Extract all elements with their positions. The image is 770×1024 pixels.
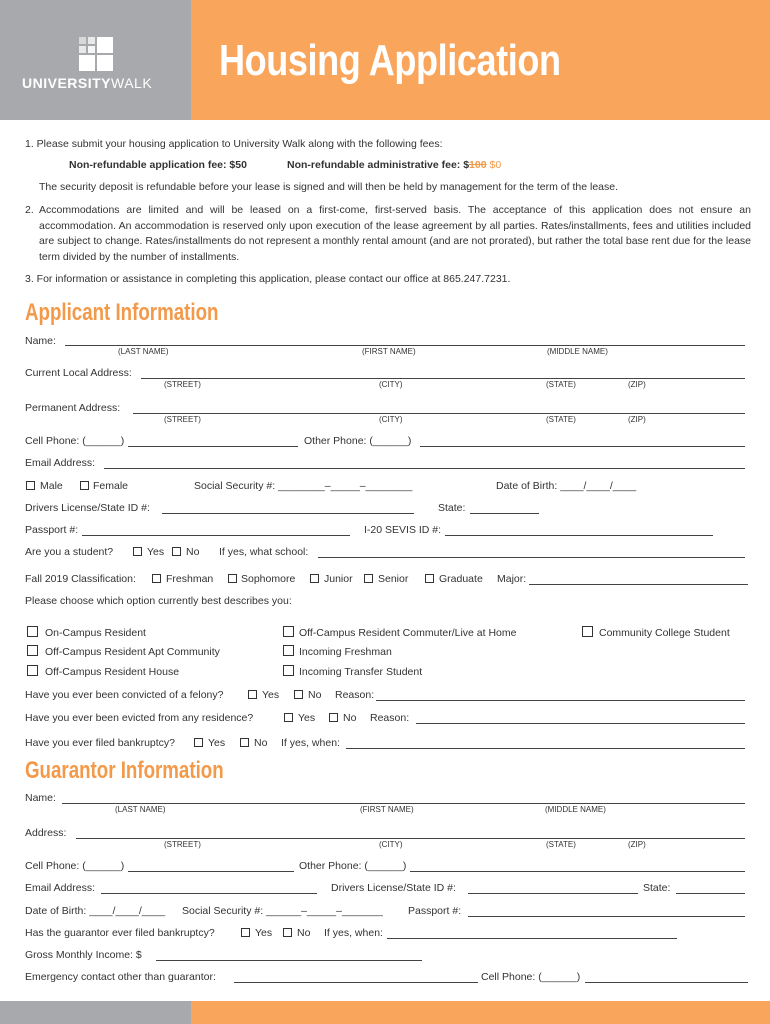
off-campus-apt-label: Off-Campus Resident Apt Community bbox=[45, 646, 220, 658]
other-phone-label: Other Phone: (______) bbox=[304, 435, 412, 447]
guarantor-dob-field[interactable]: Date of Birth: ____/____/____ bbox=[25, 905, 166, 917]
state-caption: (STATE) bbox=[546, 380, 576, 389]
logo-wordmark: UNIVERSITYWALK bbox=[22, 75, 153, 91]
guarantor-cell-phone-label: Cell Phone: (______) bbox=[25, 860, 125, 872]
permanent-address-field[interactable] bbox=[133, 413, 745, 414]
guarantor-when-label: If yes, when: bbox=[324, 927, 383, 939]
last-name-caption: (LAST NAME) bbox=[115, 805, 166, 814]
other-phone-field[interactable] bbox=[420, 446, 745, 447]
guarantor-license-label: Drivers License/State ID #: bbox=[331, 882, 456, 894]
ssn-field[interactable]: Social Security #: ________–_____–________ bbox=[194, 480, 413, 492]
intro-item-2: Accommodations are limited and will be leased on a first-come, first-served basis. The acceptance of this application does not ensure an accommodation. An accommodation is reserved only upon execution of the lease agreement by all parties. Rates/installments, fees and utilities included are subject to change. Rates/installments do not represent a monthly rental amount (and are not prorated), but rather the total base rent due for the lease term divided by the number of installments. bbox=[39, 204, 751, 263]
passport-label: Passport #: bbox=[25, 524, 79, 536]
email-label: Email Address: bbox=[25, 457, 96, 469]
email-field[interactable] bbox=[104, 468, 745, 469]
incoming-transfer-checkbox[interactable] bbox=[283, 665, 294, 676]
middle-name-caption: (MIDDLE NAME) bbox=[547, 347, 608, 356]
no-label: No bbox=[297, 927, 311, 939]
zip-caption: (ZIP) bbox=[628, 415, 646, 424]
street-caption: (STREET) bbox=[164, 415, 201, 424]
off-campus-house-label: Off-Campus Resident House bbox=[45, 666, 180, 678]
bankrupt-yes-checkbox[interactable] bbox=[194, 738, 203, 747]
last-name-caption: (LAST NAME) bbox=[118, 347, 169, 356]
major-field[interactable] bbox=[529, 584, 748, 585]
sophomore-label: Sophomore bbox=[241, 573, 296, 585]
footer-gray-bar bbox=[0, 1001, 191, 1024]
guarantor-name-label: Name: bbox=[25, 792, 56, 804]
zip-caption: (ZIP) bbox=[628, 380, 646, 389]
applicant-name-label: Name: bbox=[25, 335, 56, 347]
incoming-transfer-label: Incoming Transfer Student bbox=[299, 666, 423, 678]
no-label: No bbox=[343, 712, 357, 724]
intro-item-2-number: 2. bbox=[25, 204, 34, 216]
guarantor-bankrupt-yes-checkbox[interactable] bbox=[241, 928, 250, 937]
bankrupt-no-checkbox[interactable] bbox=[240, 738, 249, 747]
guarantor-license-field[interactable] bbox=[468, 893, 638, 894]
passport-field[interactable] bbox=[82, 535, 350, 536]
university-walk-logo-icon bbox=[79, 37, 113, 71]
commuter-checkbox[interactable] bbox=[283, 626, 294, 637]
freshman-label: Freshman bbox=[166, 573, 214, 585]
evicted-reason-label: Reason: bbox=[370, 712, 410, 724]
page-title: Housing Application bbox=[219, 36, 561, 85]
guarantor-when-field[interactable] bbox=[387, 938, 677, 939]
guarantor-other-phone-field[interactable] bbox=[410, 871, 745, 872]
bankrupt-question: Have you ever filed bankruptcy? bbox=[25, 737, 175, 749]
permanent-address-label: Permanent Address: bbox=[25, 402, 121, 414]
female-checkbox[interactable] bbox=[80, 481, 89, 490]
off-campus-apt-checkbox[interactable] bbox=[27, 645, 38, 656]
state-field[interactable] bbox=[470, 513, 539, 514]
community-college-label: Community College Student bbox=[599, 627, 730, 639]
city-caption: (CITY) bbox=[379, 415, 403, 424]
gross-income-label: Gross Monthly Income: $ bbox=[25, 949, 142, 961]
male-label: Male bbox=[40, 480, 63, 492]
yes-label: Yes bbox=[262, 689, 280, 701]
junior-label: Junior bbox=[324, 573, 353, 585]
cell-phone-field[interactable] bbox=[128, 446, 298, 447]
major-label: Major: bbox=[497, 573, 527, 585]
student-no-checkbox[interactable] bbox=[172, 547, 181, 556]
guarantor-email-label: Email Address: bbox=[25, 882, 96, 894]
guarantor-ssn-field[interactable]: Social Security #: ______–_____–_______ bbox=[182, 905, 383, 917]
felony-reason-label: Reason: bbox=[335, 689, 375, 701]
zip-caption: (ZIP) bbox=[628, 840, 646, 849]
first-name-caption: (FIRST NAME) bbox=[362, 347, 416, 356]
fee-admin-new: $0 bbox=[489, 159, 502, 171]
school-label: If yes, what school: bbox=[219, 546, 309, 558]
commuter-label: Off-Campus Resident Commuter/Live at Home bbox=[299, 627, 517, 639]
license-label: Drivers License/State ID #: bbox=[25, 502, 150, 514]
male-checkbox[interactable] bbox=[26, 481, 35, 490]
emergency-phone-label: Cell Phone: (______) bbox=[481, 971, 581, 983]
guarantor-cell-phone-field[interactable] bbox=[128, 871, 294, 872]
city-caption: (CITY) bbox=[379, 380, 403, 389]
no-label: No bbox=[254, 737, 268, 749]
evicted-no-checkbox[interactable] bbox=[329, 713, 338, 722]
bankrupt-when-field[interactable] bbox=[346, 748, 745, 749]
middle-name-caption: (MIDDLE NAME) bbox=[545, 805, 606, 814]
senior-checkbox[interactable] bbox=[364, 574, 373, 583]
local-address-field[interactable] bbox=[141, 378, 745, 379]
intro-item-1: 1. Please submit your housing application to University Walk along with the following fees: bbox=[25, 138, 443, 150]
guarantor-passport-field[interactable] bbox=[468, 916, 745, 917]
applicant-name-field[interactable] bbox=[65, 345, 745, 346]
no-label: No bbox=[308, 689, 322, 701]
guarantor-address-field[interactable] bbox=[76, 838, 745, 839]
graduate-label: Graduate bbox=[439, 573, 483, 585]
school-field[interactable] bbox=[318, 557, 745, 558]
junior-checkbox[interactable] bbox=[310, 574, 319, 583]
street-caption: (STREET) bbox=[164, 380, 201, 389]
female-label: Female bbox=[93, 480, 129, 492]
fee-application: Non-refundable application fee: $50 bbox=[69, 159, 247, 171]
fee-administrative: Non-refundable administrative fee: $100 $0 bbox=[287, 159, 502, 171]
felony-no-checkbox[interactable] bbox=[294, 690, 303, 699]
community-college-checkbox[interactable] bbox=[582, 626, 593, 637]
guarantor-passport-label: Passport #: bbox=[408, 905, 462, 917]
guarantor-bankrupt-question: Has the guarantor ever filed bankruptcy? bbox=[25, 927, 215, 939]
state-label: State: bbox=[438, 502, 466, 514]
dob-field[interactable]: Date of Birth: ____/____/____ bbox=[496, 480, 637, 492]
emergency-contact-label: Emergency contact other than guarantor: bbox=[25, 971, 216, 983]
describe-question: Please choose which option currently best describes you: bbox=[25, 595, 292, 607]
guarantor-name-field[interactable] bbox=[62, 803, 745, 804]
sophomore-checkbox[interactable] bbox=[228, 574, 237, 583]
felony-question: Have you ever been convicted of a felony? bbox=[25, 689, 224, 701]
guarantor-email-field[interactable] bbox=[101, 893, 317, 894]
emergency-contact-field[interactable] bbox=[234, 982, 478, 983]
local-address-label: Current Local Address: bbox=[25, 367, 132, 379]
fee-admin-old: 100 bbox=[469, 159, 487, 171]
guarantor-address-label: Address: bbox=[25, 827, 67, 839]
student-yes-checkbox[interactable] bbox=[133, 547, 142, 556]
freshman-checkbox[interactable] bbox=[152, 574, 161, 583]
emergency-phone-field[interactable] bbox=[585, 982, 748, 983]
license-field[interactable] bbox=[162, 513, 414, 514]
on-campus-label: On-Campus Resident bbox=[45, 627, 146, 639]
yes-label: Yes bbox=[255, 927, 273, 939]
senior-label: Senior bbox=[378, 573, 409, 585]
felony-reason-field[interactable] bbox=[376, 700, 745, 701]
yes-label: Yes bbox=[208, 737, 226, 749]
on-campus-checkbox[interactable] bbox=[27, 626, 38, 637]
graduate-checkbox[interactable] bbox=[425, 574, 434, 583]
footer-orange-bar bbox=[191, 1001, 770, 1024]
evicted-question: Have you ever been evicted from any residence? bbox=[25, 712, 254, 724]
yes-label: Yes bbox=[298, 712, 316, 724]
guarantor-state-label: State: bbox=[643, 882, 671, 894]
incoming-freshman-checkbox[interactable] bbox=[283, 645, 294, 656]
evicted-reason-field[interactable] bbox=[416, 723, 745, 724]
city-caption: (CITY) bbox=[379, 840, 403, 849]
evicted-yes-checkbox[interactable] bbox=[284, 713, 293, 722]
incoming-freshman-label: Incoming Freshman bbox=[299, 646, 392, 658]
sevis-field[interactable] bbox=[445, 535, 713, 536]
no-label: No bbox=[186, 546, 200, 558]
state-caption: (STATE) bbox=[546, 415, 576, 424]
guarantor-bankrupt-no-checkbox[interactable] bbox=[283, 928, 292, 937]
street-caption: (STREET) bbox=[164, 840, 201, 849]
guarantor-heading: Guarantor Information bbox=[25, 757, 224, 784]
bankrupt-when-label: If yes, when: bbox=[281, 737, 340, 749]
classification-label: Fall 2019 Classification: bbox=[25, 573, 136, 585]
guarantor-state-field[interactable] bbox=[676, 893, 745, 894]
cell-phone-label: Cell Phone: (______) bbox=[25, 435, 125, 447]
guarantor-other-phone-label: Other Phone: (______) bbox=[299, 860, 407, 872]
student-question: Are you a student? bbox=[25, 546, 114, 558]
yes-label: Yes bbox=[147, 546, 165, 558]
sevis-label: I-20 SEVIS ID #: bbox=[364, 524, 442, 536]
off-campus-house-checkbox[interactable] bbox=[27, 665, 38, 676]
gross-income-field[interactable] bbox=[156, 960, 422, 961]
intro-item-3: 3. For information or assistance in completing this application, please contact our office at 865.247.7231. bbox=[25, 273, 511, 285]
first-name-caption: (FIRST NAME) bbox=[360, 805, 414, 814]
security-deposit-note: The security deposit is refundable before your lease is signed and will then be held by management for the term of the lease. bbox=[39, 181, 619, 193]
state-caption: (STATE) bbox=[546, 840, 576, 849]
felony-yes-checkbox[interactable] bbox=[248, 690, 257, 699]
applicant-heading: Applicant Information bbox=[25, 299, 219, 326]
